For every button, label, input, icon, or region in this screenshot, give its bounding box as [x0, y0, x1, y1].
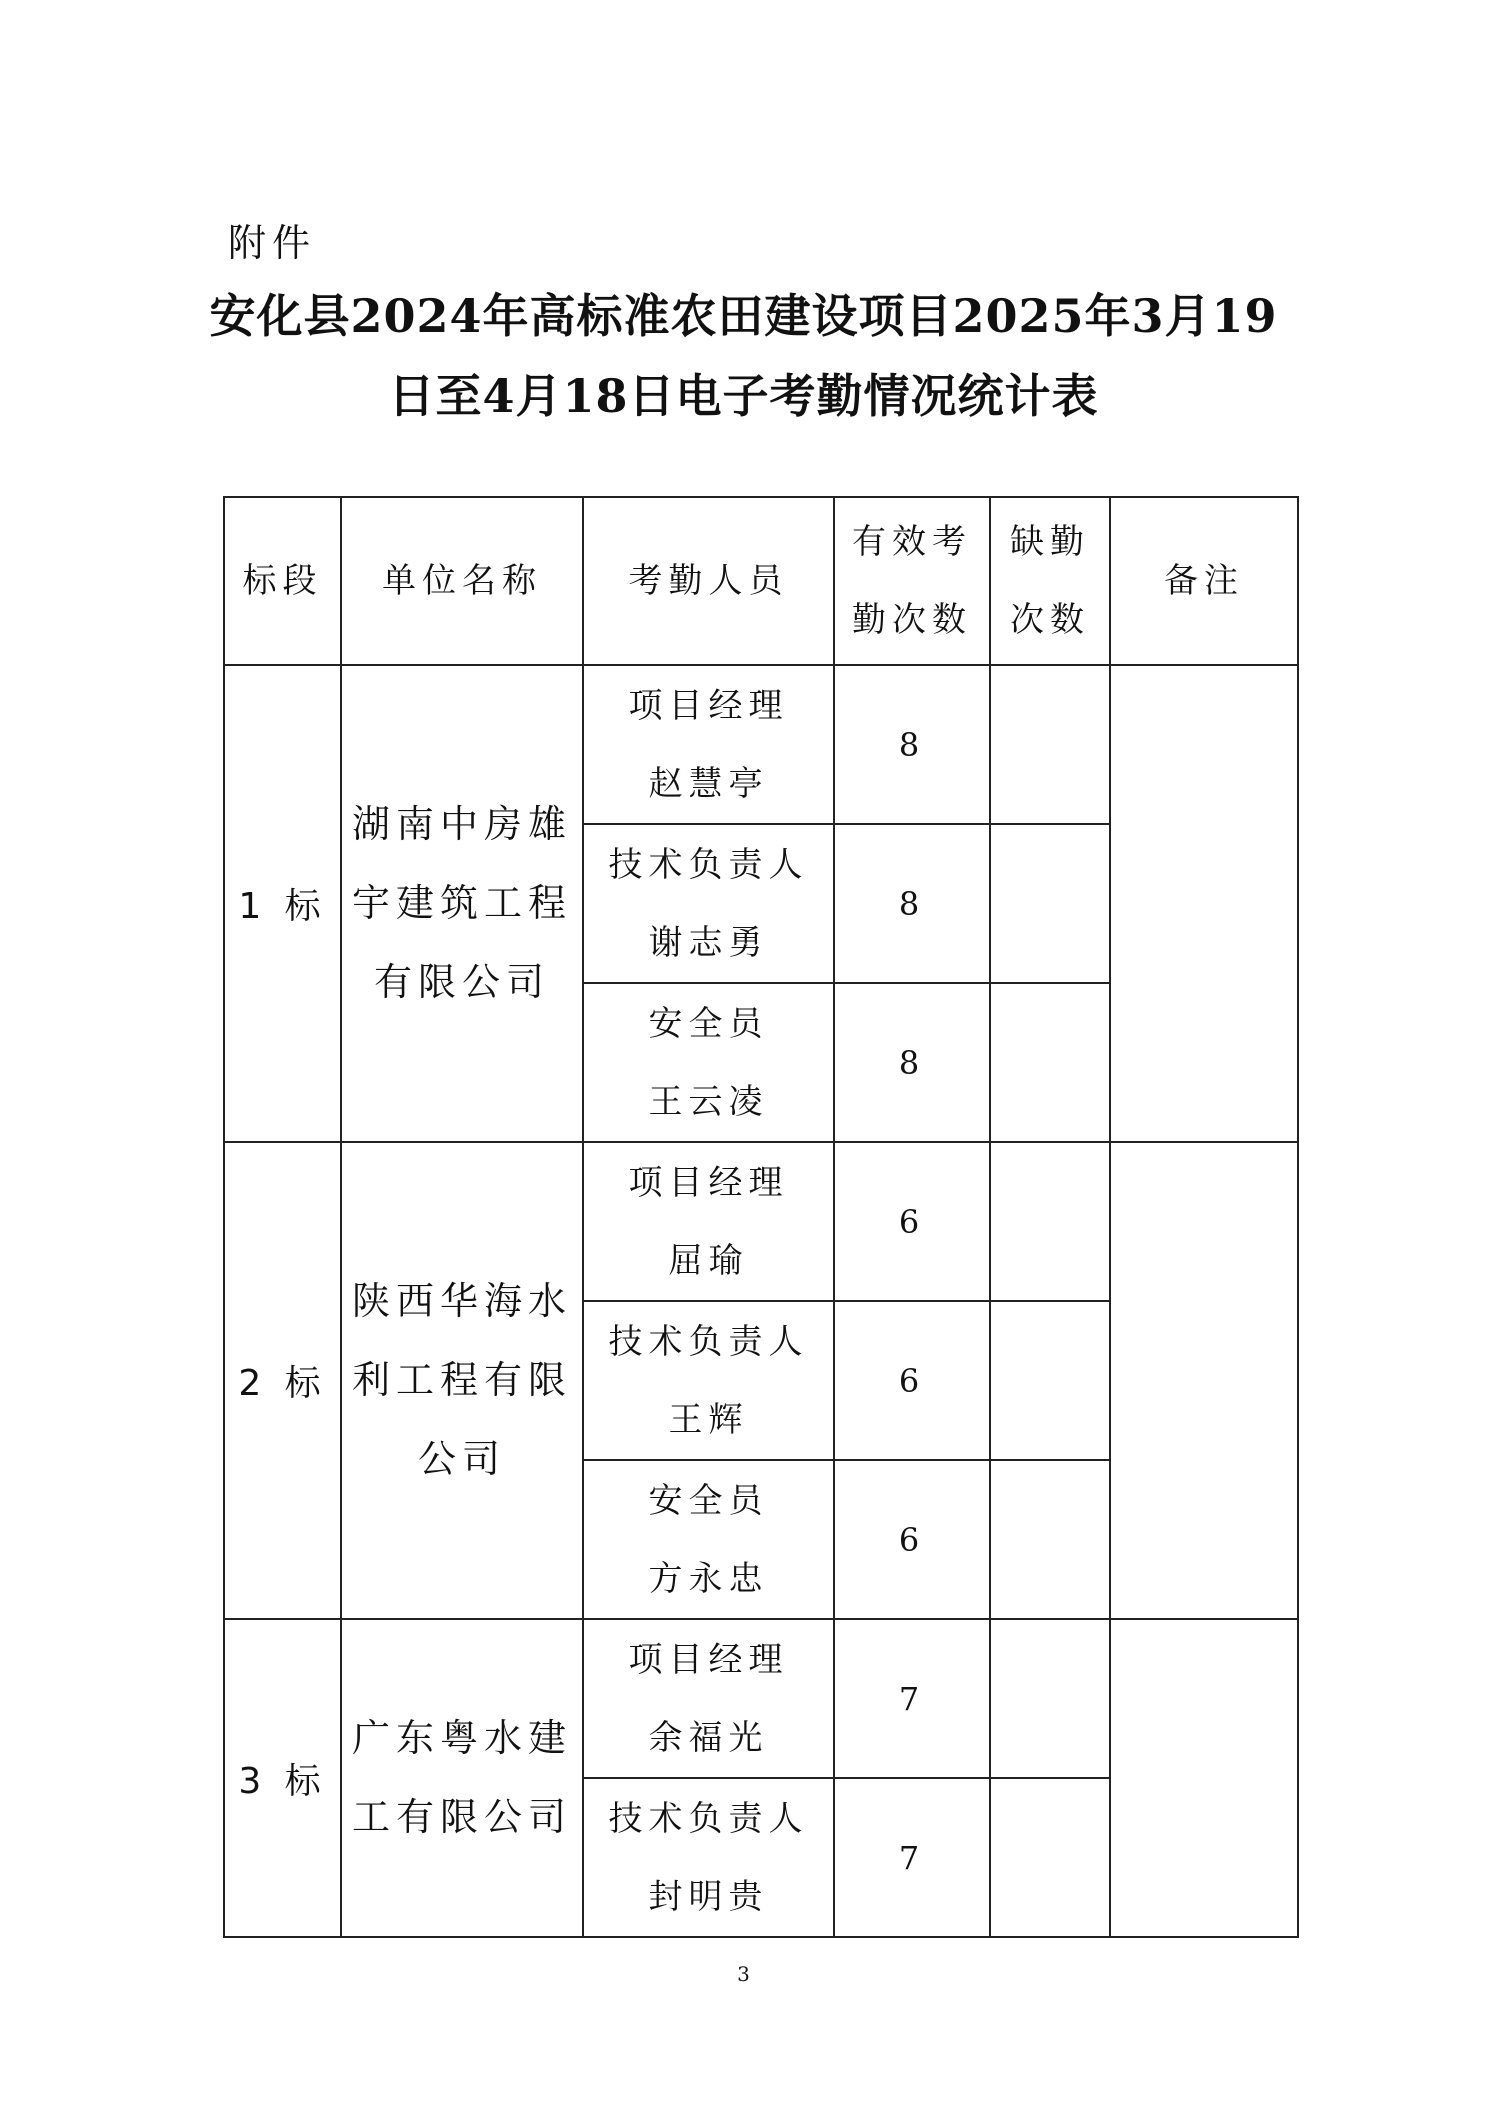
- header-absent-line-1: 缺勤: [1010, 522, 1090, 562]
- staff-name: 王云凌: [648, 1081, 769, 1122]
- absent-count-cell: [990, 1619, 1110, 1778]
- valid-count-cell: 8: [834, 665, 990, 824]
- staff-cell: [583, 1142, 834, 1301]
- section-cell: 3 标: [224, 1619, 341, 1937]
- remarks-cell: [1110, 1142, 1298, 1619]
- document-title-line-1: 安化县2024年高标准农田建设项目2025年3月19: [209, 289, 1278, 343]
- staff-role: 安全员: [648, 1480, 769, 1521]
- header-remarks: 备注: [1110, 497, 1298, 665]
- valid-count-cell: 7: [834, 1619, 990, 1778]
- valid-count-cell: 7: [834, 1778, 990, 1937]
- attendance-table: [223, 496, 1299, 1938]
- header-section: 标段: [224, 497, 341, 665]
- table-header-row: [224, 497, 1298, 665]
- page-number: 3: [737, 1962, 750, 1986]
- company-line: 陕西华海水: [351, 1279, 572, 1323]
- section-cell: 1 标: [224, 665, 341, 1142]
- attachment-label: 附件: [228, 221, 317, 265]
- staff-role: 技术负责人: [608, 1321, 809, 1362]
- staff-role: 项目经理: [628, 1162, 789, 1203]
- absent-count-cell: [990, 665, 1110, 824]
- staff-name: 余福光: [648, 1717, 769, 1758]
- staff-cell: [583, 1778, 834, 1937]
- staff-name: 赵慧亭: [648, 763, 769, 804]
- company-cell: [341, 665, 583, 1142]
- header-valid-line-2: 勤次数: [852, 600, 972, 640]
- company-line: 公司: [417, 1437, 506, 1481]
- remarks-cell: [1110, 665, 1298, 1142]
- header-company: 单位名称: [341, 497, 583, 665]
- valid-count-cell: 6: [834, 1142, 990, 1301]
- header-staff: 考勤人员: [583, 497, 834, 665]
- staff-role: 技术负责人: [608, 1798, 809, 1839]
- document-title-line-2: 日至4月18日电子考勤情况统计表: [388, 369, 1099, 423]
- table-row: [224, 1619, 1298, 1778]
- absent-count-cell: [990, 1301, 1110, 1460]
- absent-count-cell: [990, 1460, 1110, 1619]
- staff-name: 谢志勇: [648, 922, 769, 963]
- staff-role: 项目经理: [628, 1639, 789, 1680]
- header-valid-line-1: 有效考: [852, 522, 972, 562]
- company-line: 湖南中房雄: [351, 802, 572, 846]
- staff-cell: [583, 1619, 834, 1778]
- valid-count-cell: 8: [834, 983, 990, 1142]
- company-line: 利工程有限: [351, 1358, 572, 1402]
- staff-name: 屈瑜: [668, 1240, 749, 1281]
- staff-name: 方永忠: [648, 1558, 769, 1599]
- staff-cell: [583, 665, 834, 824]
- staff-cell: [583, 824, 834, 983]
- header-absent-count: [990, 497, 1110, 665]
- staff-role: 安全员: [648, 1003, 769, 1044]
- valid-count-cell: 8: [834, 824, 990, 983]
- company-line: 工有限公司: [351, 1795, 572, 1839]
- section-cell: 2 标: [224, 1142, 341, 1619]
- staff-role: 项目经理: [628, 685, 789, 726]
- staff-cell: [583, 1460, 834, 1619]
- valid-count-cell: 6: [834, 1301, 990, 1460]
- absent-count-cell: [990, 824, 1110, 983]
- absent-count-cell: [990, 1778, 1110, 1937]
- table-row: [224, 1142, 1298, 1301]
- company-line: 宇建筑工程: [351, 881, 572, 925]
- absent-count-cell: [990, 1142, 1110, 1301]
- company-line: 广东粤水建: [351, 1716, 572, 1760]
- absent-count-cell: [990, 983, 1110, 1142]
- table-row: [224, 665, 1298, 824]
- company-cell: [341, 1142, 583, 1619]
- remarks-cell: [1110, 1619, 1298, 1937]
- valid-count-cell: 6: [834, 1460, 990, 1619]
- staff-cell: [583, 983, 834, 1142]
- company-cell: [341, 1619, 583, 1937]
- staff-role: 技术负责人: [608, 844, 809, 885]
- company-line: 有限公司: [373, 960, 550, 1004]
- header-valid-count: [834, 497, 990, 665]
- staff-name: 封明贵: [648, 1876, 769, 1917]
- staff-name: 王辉: [668, 1399, 749, 1440]
- header-absent-line-2: 次数: [1010, 600, 1090, 640]
- staff-cell: [583, 1301, 834, 1460]
